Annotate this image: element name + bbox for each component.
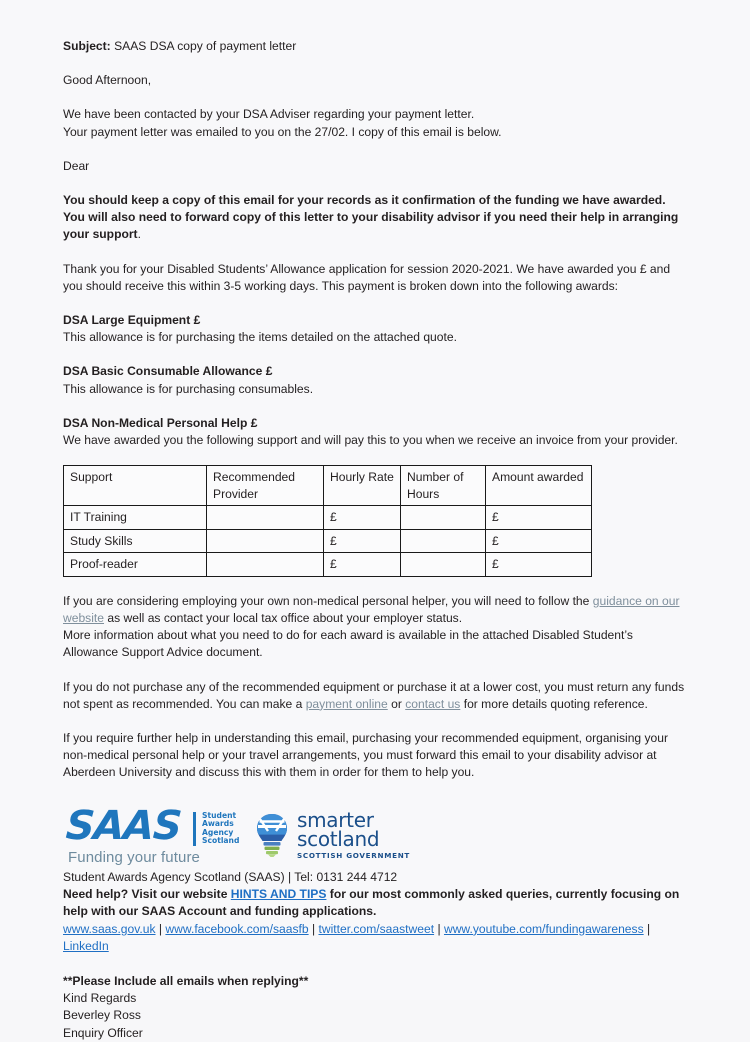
award-heading-non-medical-help: DSA Non-Medical Personal Help £ bbox=[63, 415, 258, 430]
further-help-paragraph: If you require further help in understanding this email, purchasing your recommended equipment, organising your non-medical personal help or your travel arrangements, you must forward this email to your disability advisor at Aberdeen University and discuss this with them in order for them to help you. bbox=[63, 730, 669, 780]
cell-hourly-rate: £ bbox=[324, 529, 401, 553]
keep-copy-bold-text: You should keep a copy of this email for your records as it confirmation of the funding we have awarded. You will also need to forward copy of this letter to your disability advisor if you need their help in arranging your support bbox=[63, 193, 679, 242]
cell-provider bbox=[207, 506, 324, 530]
saas-website-link[interactable]: www.saas.gov.uk bbox=[63, 921, 156, 936]
intro-line-1: We have been contacted by your DSA Adviser regarding your payment letter. bbox=[63, 107, 475, 122]
award-body-basic-consumable: This allowance is for purchasing consumables. bbox=[63, 381, 314, 396]
subject-line bbox=[63, 38, 688, 55]
cell-hours bbox=[401, 553, 486, 577]
cell-support: Proof-reader bbox=[64, 553, 207, 577]
cell-hourly-rate: £ bbox=[324, 553, 401, 577]
table-row bbox=[64, 553, 592, 577]
award-heading-large-equipment: DSA Large Equipment £ bbox=[63, 313, 201, 328]
footer-contact-block bbox=[63, 869, 688, 956]
saas-subtitle-line-2: Awards bbox=[202, 819, 234, 829]
twitter-link[interactable]: twitter.com/saastweet bbox=[318, 921, 435, 936]
smarter-scotland-logo bbox=[254, 808, 411, 861]
intro-line-2: Your payment letter was emailed to you on the 27/02. I copy of this email is below. bbox=[63, 124, 502, 139]
contact-us-link[interactable]: contact us bbox=[405, 696, 461, 711]
guidance-on-our-website-link[interactable]: guidance on our website bbox=[63, 593, 680, 625]
greeting: Good Afternoon, bbox=[63, 73, 152, 88]
facebook-link[interactable]: www.facebook.com/saasfb bbox=[165, 921, 309, 936]
need-help-post: for our most commonly asked queries, currently focusing on help with our SAAS Account and funding applications. bbox=[63, 886, 680, 919]
column-header-recommended-provider: Recommended Provider bbox=[207, 466, 324, 506]
saas-subtitle-line-3: Agency bbox=[202, 827, 234, 837]
employer-para-pre: If you are considering employing your own non-medical personal helper, you will need to follow the bbox=[63, 593, 593, 608]
email-body bbox=[63, 38, 688, 1042]
link-separator-1: | bbox=[155, 921, 166, 936]
award-body-large-equipment: This allowance is for purchasing the items detailed on the attached quote. bbox=[63, 330, 457, 345]
cell-support: Study Skills bbox=[64, 529, 207, 553]
subject-label: Subject: bbox=[63, 39, 111, 53]
saas-tagline: Funding your future bbox=[68, 848, 200, 866]
cell-provider bbox=[207, 553, 324, 577]
refund-para-mid: or bbox=[387, 696, 406, 711]
column-header-support: Support bbox=[64, 466, 207, 506]
linkedin-link[interactable]: LinkedIn bbox=[63, 939, 109, 954]
hints-and-tips-link[interactable]: HINTS AND TIPS bbox=[230, 886, 327, 901]
saas-logo bbox=[64, 802, 240, 866]
refund-para-post: for more details quoting reference. bbox=[460, 696, 648, 711]
footer-need-help-line bbox=[63, 886, 688, 921]
lightbulb-saltire-icon bbox=[254, 813, 290, 857]
table-header-row bbox=[64, 466, 592, 506]
footer-org-line: Student Awards Agency Scotland (SAAS) | Tel: 0131 244 4712 bbox=[63, 869, 398, 884]
saas-subtitle-line-1: Student bbox=[202, 810, 237, 820]
refund-paragraph bbox=[63, 679, 688, 713]
subject-value: SAAS DSA copy of payment letter bbox=[110, 39, 297, 53]
award-heading-basic-consumable: DSA Basic Consumable Allowance £ bbox=[63, 364, 273, 379]
cell-amount: £ bbox=[486, 529, 592, 553]
award-body-non-medical-help: We have awarded you the following support and will pay this to you when we receive an invoice from your provider. bbox=[63, 433, 678, 448]
thanks-paragraph: Thank you for your Disabled Students’ Allowance application for session 2020-2021. We have awarded you £ and you should receive this within 3-5 working days. This payment is broken down into the following awards: bbox=[63, 261, 671, 293]
link-separator-2: | bbox=[308, 921, 319, 936]
include-all-emails-notice: **Please Include all emails when replying** bbox=[63, 973, 309, 988]
saas-subtitle-line-4: Scotland bbox=[202, 836, 240, 846]
cell-support: IT Training bbox=[64, 506, 207, 530]
signature-block bbox=[63, 973, 688, 1042]
footer-links-line bbox=[63, 921, 688, 956]
keep-copy-paragraph bbox=[63, 192, 688, 244]
salutation: Dear bbox=[63, 158, 90, 173]
saas-wordmark: SAAS bbox=[64, 802, 183, 849]
table-row bbox=[64, 506, 592, 530]
column-header-hourly-rate: Hourly Rate bbox=[324, 466, 401, 506]
nmph-awards-table bbox=[63, 465, 592, 577]
scottish-government-text: SCOTTISH GOVERNMENT bbox=[297, 851, 411, 861]
employer-status-paragraph bbox=[63, 593, 688, 627]
employer-para-post: as well as contact your local tax office about your employer status. bbox=[104, 610, 463, 625]
smarter-scotland-text bbox=[297, 808, 411, 861]
youtube-link[interactable]: www.youtube.com/fundingawareness bbox=[443, 921, 644, 936]
smarter-word: smarter bbox=[297, 808, 374, 833]
cell-hourly-rate: £ bbox=[324, 506, 401, 530]
cell-hours bbox=[401, 506, 486, 530]
sender-name: Beverley Ross bbox=[63, 1008, 141, 1023]
saas-subtitle bbox=[193, 812, 239, 846]
cell-amount: £ bbox=[486, 553, 592, 577]
cell-amount: £ bbox=[486, 506, 592, 530]
sender-role: Enquiry Officer bbox=[63, 1025, 143, 1040]
kind-regards: Kind Regards bbox=[63, 991, 137, 1006]
table-row bbox=[64, 529, 592, 553]
column-header-number-of-hours: Number of Hours bbox=[401, 466, 486, 506]
link-separator-3: | bbox=[434, 921, 444, 936]
column-header-amount-awarded: Amount awarded bbox=[486, 466, 592, 506]
refund-para-pre: If you do not purchase any of the recommended equipment or purchase it at a lower cost, you must return any funds not spent as recommended. You can make a bbox=[63, 679, 685, 711]
signature-logos bbox=[66, 804, 688, 866]
cell-provider bbox=[207, 529, 324, 553]
cell-hours bbox=[401, 529, 486, 553]
more-information-paragraph: More information about what you need to do for each award is available in the attached Disabled Student’s Allowance Support Advice document. bbox=[63, 628, 633, 660]
scotland-word: scotland bbox=[297, 827, 380, 852]
need-help-pre: Need help? Visit our website bbox=[63, 886, 231, 901]
payment-online-link[interactable]: payment online bbox=[305, 696, 388, 711]
keep-copy-tail: . bbox=[137, 227, 141, 242]
link-separator-4: | bbox=[643, 921, 651, 936]
